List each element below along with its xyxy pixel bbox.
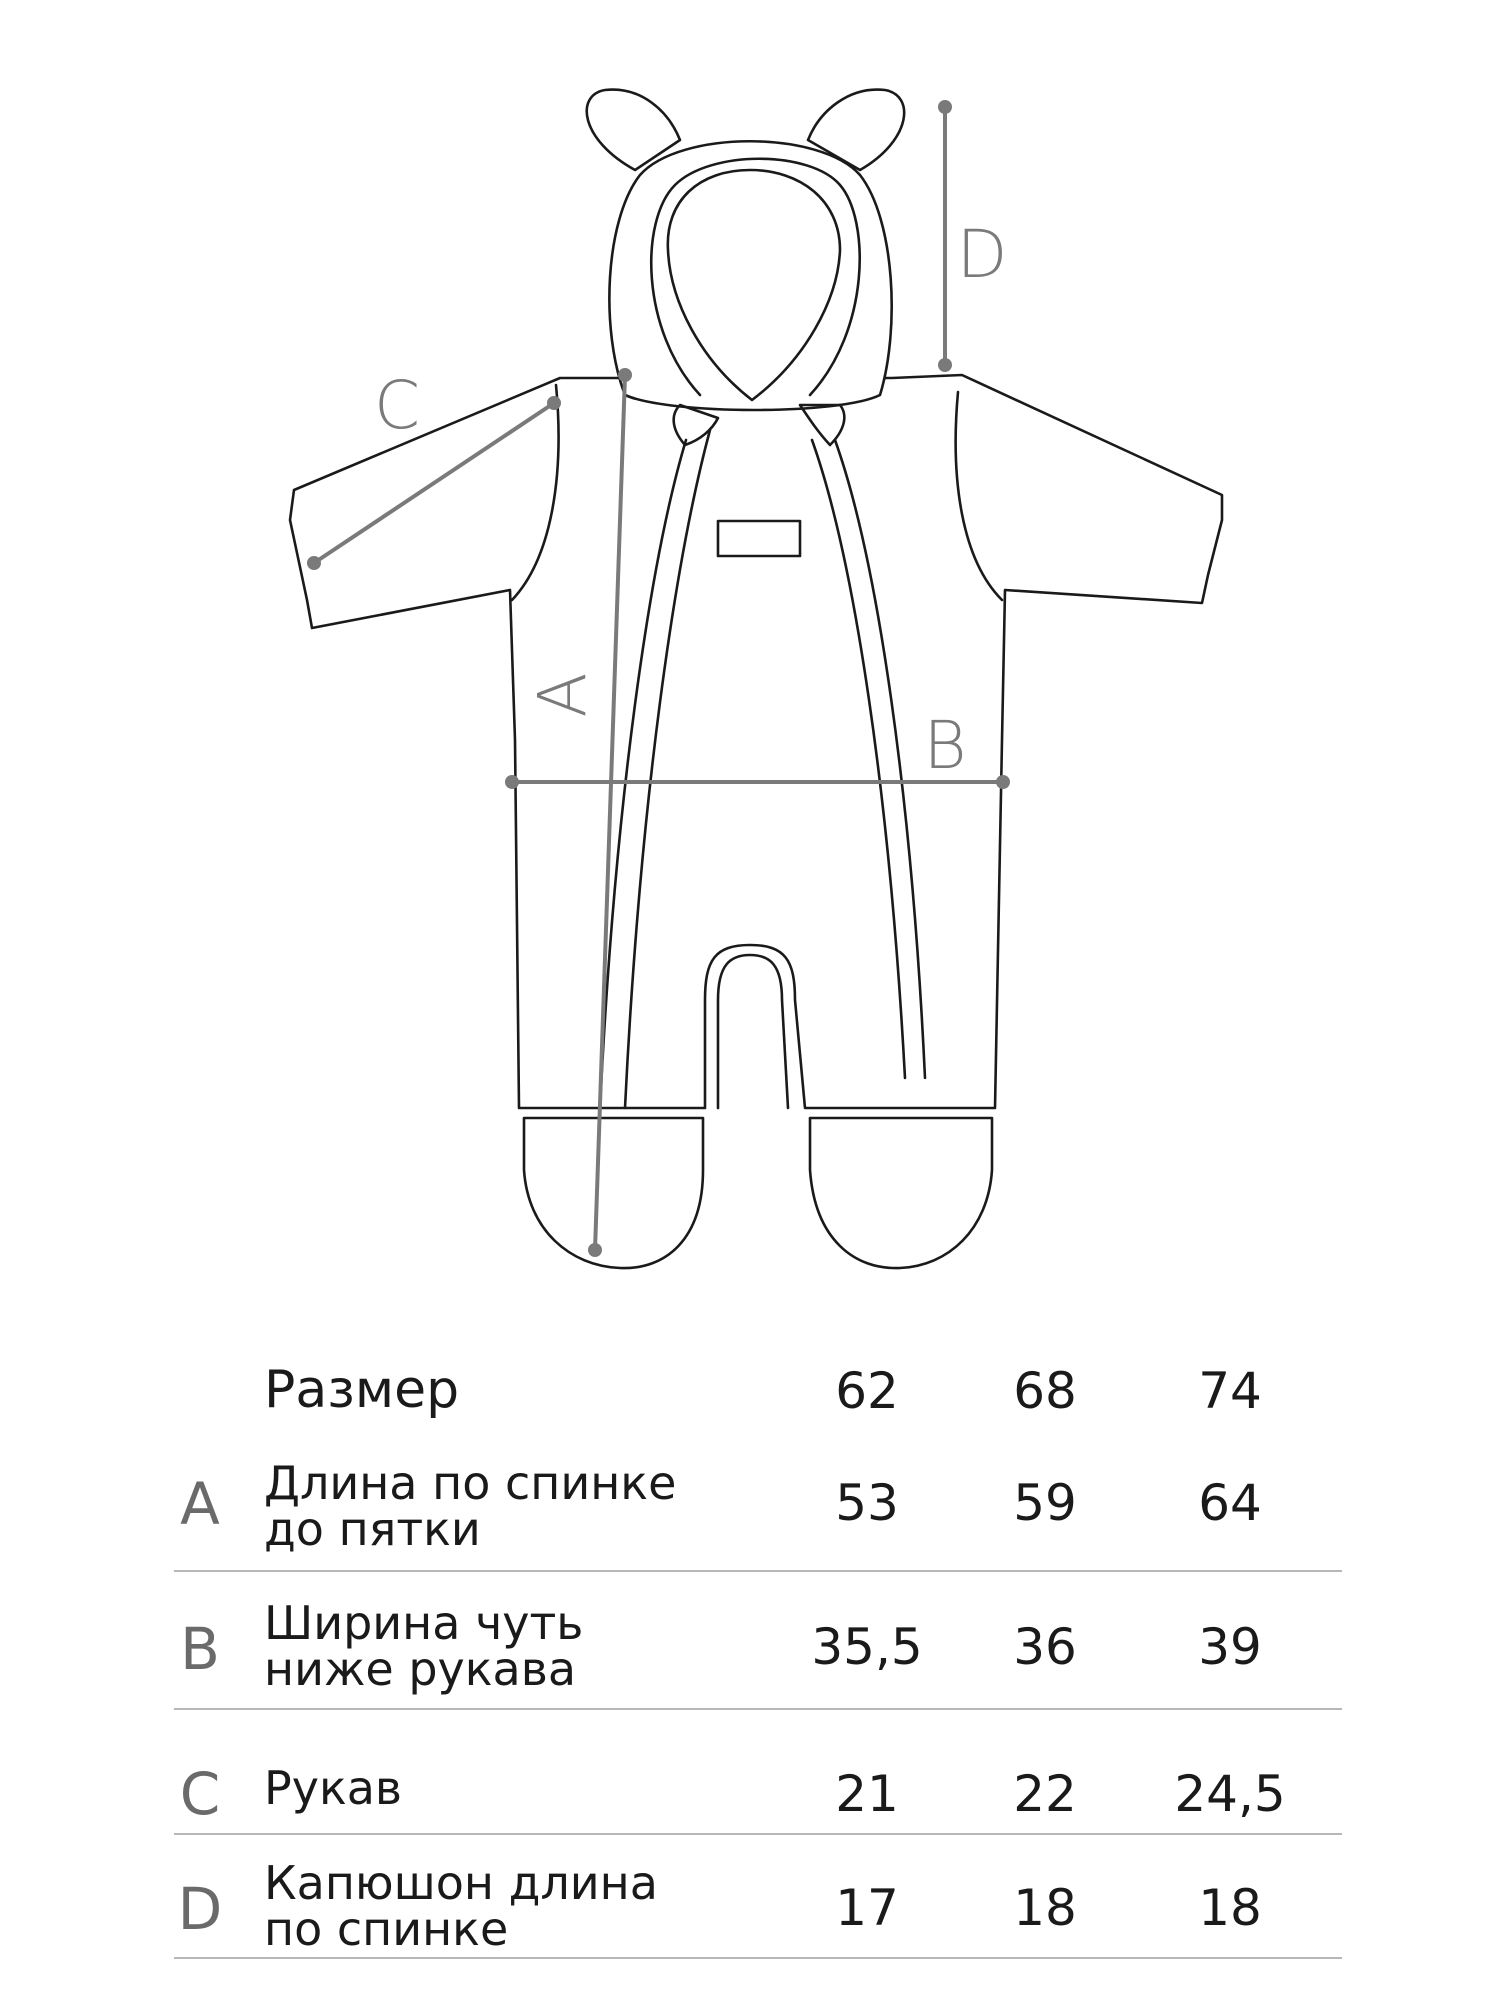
left-bootie — [524, 1118, 703, 1268]
measure-dot-d-top — [938, 100, 952, 114]
row-letter-a: A — [180, 1470, 220, 1538]
row-description-a-line2: до пятки — [264, 1502, 481, 1556]
row-divider — [174, 1708, 1342, 1710]
row-value-c-74: 24,5 — [1174, 1765, 1286, 1823]
row-value-b-68: 36 — [1013, 1618, 1077, 1676]
row-value-b-74: 39 — [1198, 1618, 1262, 1676]
dimension-label-c: C — [373, 367, 421, 444]
row-description-b-line1: Ширина чуть — [264, 1596, 584, 1650]
measure-dot-b-left — [505, 775, 519, 789]
row-description-a-line1: Длина по спинке — [264, 1456, 677, 1510]
row-value-c-68: 22 — [1013, 1765, 1077, 1823]
row-description-d-line1: Капюшон длина — [264, 1856, 658, 1910]
measure-dot-a-bottom — [588, 1243, 602, 1257]
row-divider — [174, 1833, 1342, 1835]
row-divider — [174, 1957, 1342, 1959]
size-header-62: 62 — [835, 1362, 899, 1420]
right-bootie — [810, 1118, 992, 1268]
measure-dot-a-top — [618, 368, 632, 382]
row-letter-b: B — [180, 1615, 220, 1683]
dimension-label-d: D — [956, 216, 1008, 293]
row-description-c-line1: Рукав — [264, 1761, 403, 1815]
size-header-68: 68 — [1013, 1362, 1077, 1420]
row-description-b-line2: ниже рукава — [264, 1642, 577, 1696]
row-divider — [174, 1570, 1342, 1572]
row-letter-c: C — [179, 1760, 221, 1828]
dimension-label-b: B — [923, 707, 967, 784]
measure-dot-d-bottom — [938, 358, 952, 372]
row-value-b-62: 35,5 — [811, 1618, 923, 1676]
row-value-d-74: 18 — [1198, 1879, 1262, 1937]
measure-dot-c-top — [547, 396, 561, 410]
row-value-a-62: 53 — [835, 1474, 899, 1532]
row-value-d-68: 18 — [1013, 1879, 1077, 1937]
row-value-a-68: 59 — [1013, 1474, 1077, 1532]
row-description-d-line2: по спинке — [264, 1902, 509, 1956]
measure-dot-c-bottom — [307, 556, 321, 570]
measure-dot-b-right — [996, 775, 1010, 789]
row-value-d-62: 17 — [835, 1879, 899, 1937]
size-header-label: Размер — [264, 1360, 460, 1420]
size-header-74: 74 — [1198, 1362, 1262, 1420]
row-value-a-74: 64 — [1198, 1474, 1262, 1532]
dimension-label-a: A — [524, 672, 601, 718]
row-value-c-62: 21 — [835, 1765, 899, 1823]
row-letter-d: D — [177, 1875, 223, 1943]
crotch-inner-curve — [718, 955, 788, 1108]
